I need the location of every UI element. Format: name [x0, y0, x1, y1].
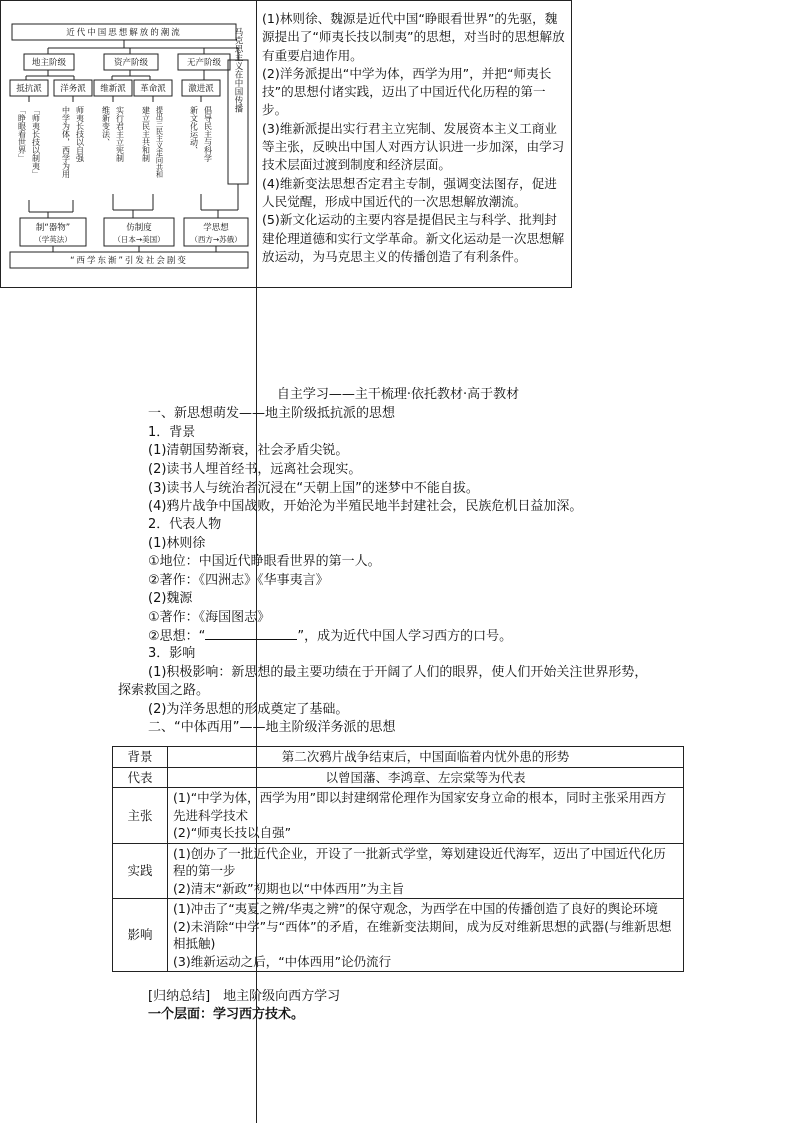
level-thought-title: 学思想 — [203, 223, 229, 233]
faction-radical: 激进派 — [188, 84, 214, 94]
wei-yuan: (2)魏源 — [148, 591, 193, 606]
row-line: (2)清末“新政”初期也以“中体西用”为主旨 — [173, 880, 405, 896]
row-label: 实践 — [113, 843, 168, 899]
table-row — [113, 747, 684, 768]
row-content: 以曾国藩、李鸿章、左宗棠等为代表 — [168, 767, 684, 788]
diagram-bottom: “西学东渐”引发社会剧变 — [70, 256, 188, 266]
thought-three-principles: 提出三民主义走向共和 — [155, 106, 165, 178]
lin-zexu: (1)林则徐 — [148, 536, 206, 551]
faction-resist: 抵抗派 — [16, 84, 42, 94]
marxism-spread: 马克思主义在中国传播 — [233, 27, 243, 113]
lin-works: ②著作：《四洲志》《华事夷言》 — [148, 573, 329, 588]
lin-status: ①地位：中国近代睁眼看世界的第一人。 — [148, 554, 381, 569]
row-line: (1)冲击了“夷夏之辨/华夷之辨”的保守观念，为西学在中国的传播创造了良好的舆论环境 — [173, 901, 658, 916]
faction-revolution: 革命派 — [140, 84, 166, 94]
row-line: (2)未消除“中学”与“西体”的矛盾，在维新变法期间，成为反对维新思想的武器(与维新思想相抵触) — [173, 918, 672, 951]
wei-thought — [148, 627, 512, 646]
faction-westernize: 洋务派 — [60, 84, 86, 94]
level-objects-title: 制“器物” — [35, 223, 71, 233]
row-line: (3)维新运动之后，“中体西用”论仍流行 — [173, 953, 392, 969]
level-objects-sub: （学英法） — [34, 235, 72, 244]
fill-blank[interactable] — [205, 627, 297, 640]
thought-self-strength: 师夷长技以自强 — [75, 106, 85, 162]
thought-democracy-science: 倡导民主与科学 — [203, 106, 213, 162]
class-proletarian: 无产阶级 — [186, 58, 222, 68]
row-content — [168, 899, 684, 972]
bg-item-4: (4)鸦片战争中国战败，开始沦为半殖民地半封建社会，民族危机日益加深。 — [148, 499, 583, 514]
top-point-4: (4)维新变法思想否定君主专制，强调变法图存，促进人民觉醒，形成中国近代的一次思想解放潮流。 — [262, 175, 557, 209]
row-label: 影响 — [113, 899, 168, 972]
top-points — [262, 10, 566, 266]
row-line: (2)“师夷长技以自强” — [173, 825, 292, 840]
class-bourgeois: 资产阶级 — [113, 58, 149, 68]
top-point-3: (3)维新派提出实行君主立宪制、发展资本主义工商业等主张，反映出中国人对西方认识进一步加深，由学习技术层面过渡到制度和经济层面。 — [262, 120, 565, 173]
part2-heading: 二、“中体西用”——地主阶级洋务派的思想 — [148, 720, 396, 735]
thought-open-eyes: 「睁眼看世界」 — [17, 106, 27, 162]
row-label: 主张 — [113, 788, 168, 844]
class-landlord: 地主阶级 — [31, 58, 67, 68]
top-point-2: (2)洋务派提出“中学为体，西学为用”，并把“师夷长技”的思想付诸实践，迈出了中国近代化历程的第一步。 — [262, 65, 552, 118]
row-content — [168, 843, 684, 899]
level-thought-sub: （西方→苏俄） — [190, 235, 242, 244]
table-row — [113, 843, 684, 899]
impact-2: (2)为洋务思想的形成奠定了基础。 — [148, 702, 349, 717]
thought-constitutional: 实行君主立宪制 — [115, 106, 125, 162]
summary-label: [归纳总结] 地主阶级向西方学习 — [148, 989, 341, 1004]
table-row — [113, 899, 684, 972]
bg-heading: 1．背景 — [148, 425, 196, 440]
wei-thought-post: ”，成为近代中国人学习西方的口号。 — [297, 629, 513, 644]
bg-item-2: (2)读书人埋首经书，远离社会现实。 — [148, 462, 362, 477]
wei-works: ①著作：《海国图志》 — [148, 610, 271, 625]
bg-item-3: (3)读书人与统治者沉浸在“天朝上国”的迷梦中不能自拔。 — [148, 481, 479, 496]
impact-1b: 探索救国之路。 — [118, 683, 210, 698]
section-title: 自主学习——主干梳理·依托教材·高于教材 — [276, 387, 520, 402]
people-heading: 2．代表人物 — [148, 517, 222, 532]
level-system-title: 仿制度 — [126, 223, 152, 233]
row-label: 代表 — [113, 767, 168, 788]
bg-item-1: (1)清朝国势渐衰，社会矛盾尖锐。 — [148, 443, 349, 458]
row-line: (1)“中学为体，西学为用”即以封建纲常伦理作为国家安身立命的根本，同时主张采用西方先进科学技术 — [173, 790, 667, 823]
thought-chinese-body: 中学为体，西学为用 — [61, 106, 71, 178]
thought-new-culture: 新文化运动、 — [189, 106, 199, 154]
table-row — [113, 788, 684, 844]
top-point-5: (5)新文化运动的主要内容是提倡民主与科学、批判封建伦理道德和实行文学革命。新文化运动是一次思想解放运动，为马克思主义的传播创造了有利条件。 — [262, 212, 565, 264]
thought-republic: 建立民主共和制 — [141, 106, 151, 162]
row-content — [168, 788, 684, 844]
westernization-table — [112, 746, 684, 972]
row-label: 背景 — [113, 747, 168, 768]
table-row — [113, 767, 684, 788]
summary-level-1: 一个层面：学习西方技术。 — [148, 1007, 305, 1022]
thought-liberation-diagram — [8, 22, 252, 270]
row-line: (1)创办了一批近代企业，开设了一批新式学堂，筹划建设近代海军，迈出了中国近代化历程的第一步 — [173, 845, 666, 878]
level-system-sub: （日本→美国） — [113, 235, 165, 244]
impact-1a: (1)积极影响：新思想的最主要功绩在于开阔了人们的眼界，使人们开始关注世界形势， — [148, 665, 648, 680]
part1-heading: 一、新思想萌发——地主阶级抵抗派的思想 — [148, 406, 396, 421]
faction-reform: 维新派 — [100, 84, 126, 94]
thought-learn-to-resist: 「师夷长技以制夷」 — [31, 106, 41, 178]
summary-box — [0, 0, 572, 288]
row-content: 第二次鸦片战争结束后，中国面临着内忧外患的形势 — [168, 747, 684, 768]
wei-thought-pre: ②思想：“ — [148, 629, 206, 644]
impact-heading: 3．影响 — [148, 646, 196, 661]
thought-reform: 维新变法、 — [101, 106, 111, 146]
diagram-title: 近代中国思想解放的潮流 — [66, 28, 182, 38]
top-point-1: (1)林则徐、魏源是近代中国“睁眼看世界”的先驱，魏源提出了“师夷长技以制夷”的思想，对当时的思想解放有重要启迪作用。 — [262, 11, 565, 63]
